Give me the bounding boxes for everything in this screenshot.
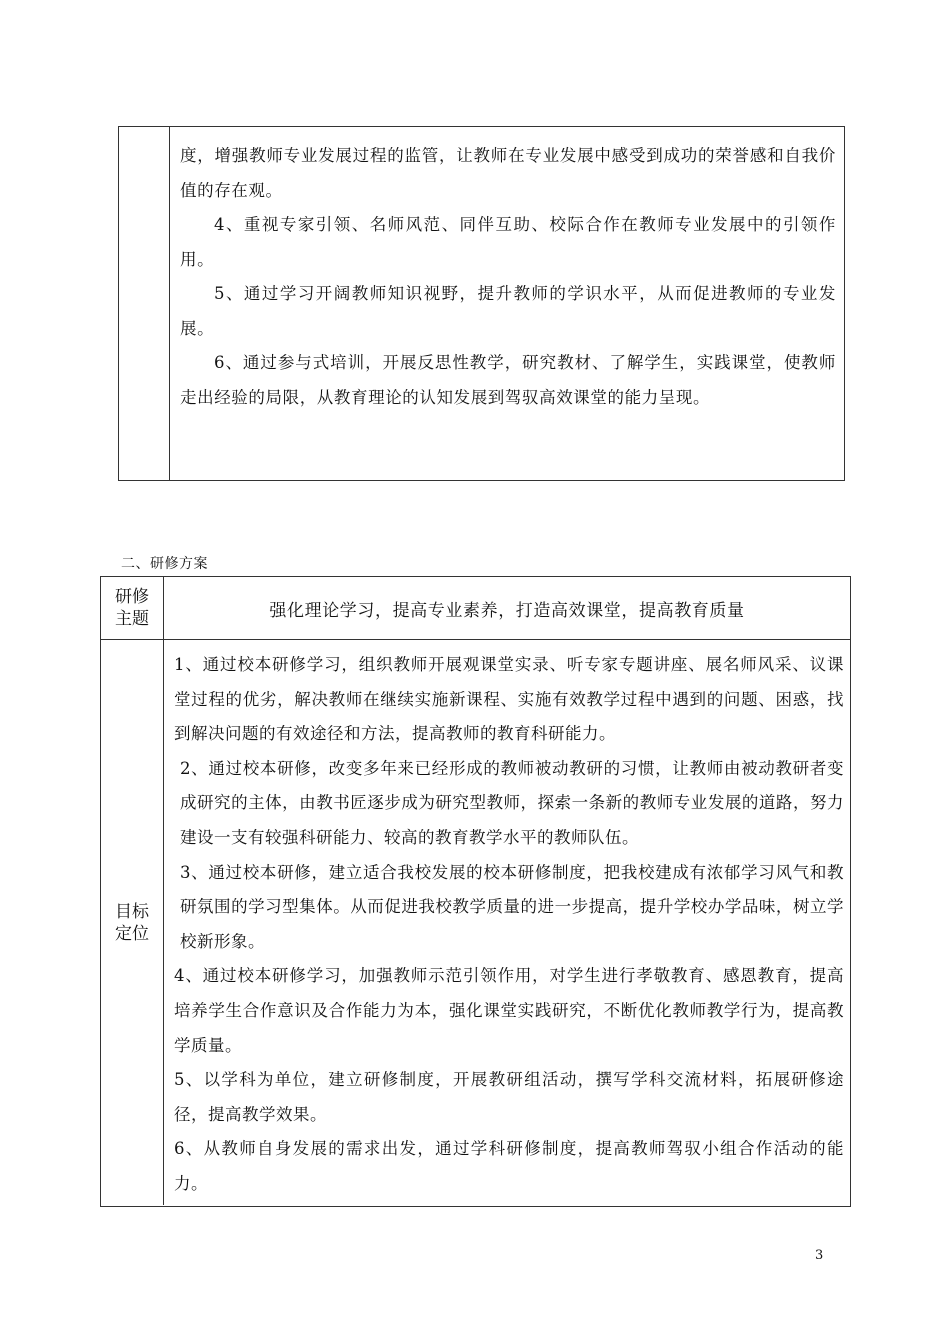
goal-item-4: 4、通过校本研修学习，加强教师示范引领作用，对学生进行孝敬教育、感恩教育，提高培养学生合作意识及合作能力为本，强化课堂实践研究，不断优化教师教学行为，提高教学质量。 — [174, 966, 844, 1055]
goals-row — [101, 640, 850, 1205]
goal-item-1: 1、通过校本研修学习，组织教师开展观课堂实录、听专家专题讲座、展名师风采、议课堂过程的优劣，解决教师在继续实施新课程、实施有效教学过程中遇到的问题、困惑，找到解决问题的有效途径和方法，提高教师的教育科研能力。 — [174, 655, 844, 744]
paragraph-continued: 度，增强教师专业发展过程的监管，让教师在专业发展中感受到成功的荣誉感和自我价值的存在观。 — [180, 146, 836, 200]
theme-label-cell — [101, 577, 164, 639]
continuation-table — [118, 126, 845, 481]
goals-content-cell — [164, 640, 850, 1205]
goal-item-6: 6、从教师自身发展的需求出发，通过学科研修制度，提高教师驾驭小组合作活动的能力。 — [174, 1139, 844, 1193]
page-number: 3 — [815, 1248, 824, 1263]
goal-item-5: 5、以学科为单位，建立研修制度，开展教研组活动，撰写学科交流材料，拓展研修途径，提高教学效果。 — [174, 1070, 844, 1124]
goal-item-3: 3、通过校本研修，建立适合我校发展的校本研修制度，把我校建成有浓郁学习风气和教研氛围的学习型集体。从而促进我校教学质量的进一步提高，提升学校办学品味，树立学校新形象。 — [180, 862, 844, 951]
paragraph-item-4: 4、重视专家引领、名师风范、同伴互助、校际合作在教师专业发展中的引领作用。 — [180, 215, 836, 269]
theme-label: 研修主题 — [115, 587, 149, 629]
research-plan-table — [100, 576, 851, 1207]
theme-row — [101, 577, 850, 640]
empty-label-cell — [119, 127, 170, 480]
paragraph-item-6: 6、通过参与式培训，开展反思性教学，研究教材、了解学生，实践课堂，使教师走出经验的局限，从教育理论的认知发展到驾驭高效课堂的能力呈现。 — [180, 353, 836, 407]
section-heading: 二、研修方案 — [121, 556, 208, 572]
theme-text: 强化理论学习，提高专业素养，打造高效课堂，提高教育质量 — [269, 600, 745, 621]
paragraph-item-5: 5、通过学习开阔教师知识视野，提升教师的学识水平，从而促进教师的专业发展。 — [180, 284, 836, 338]
goal-label-cell — [101, 640, 164, 1205]
continuation-content-cell — [170, 127, 844, 480]
goal-item-2: 2、通过校本研修，改变多年来已经形成的教师被动教研的习惯，让教师由被动教研者变成研究的主体，由教书匠逐步成为研究型教师，探索一条新的教师专业发展的道路，努力建设一支有较强科研能力、较高的教育教学水平的教师队伍。 — [180, 758, 844, 847]
goal-label: 目标定位 — [115, 901, 149, 944]
